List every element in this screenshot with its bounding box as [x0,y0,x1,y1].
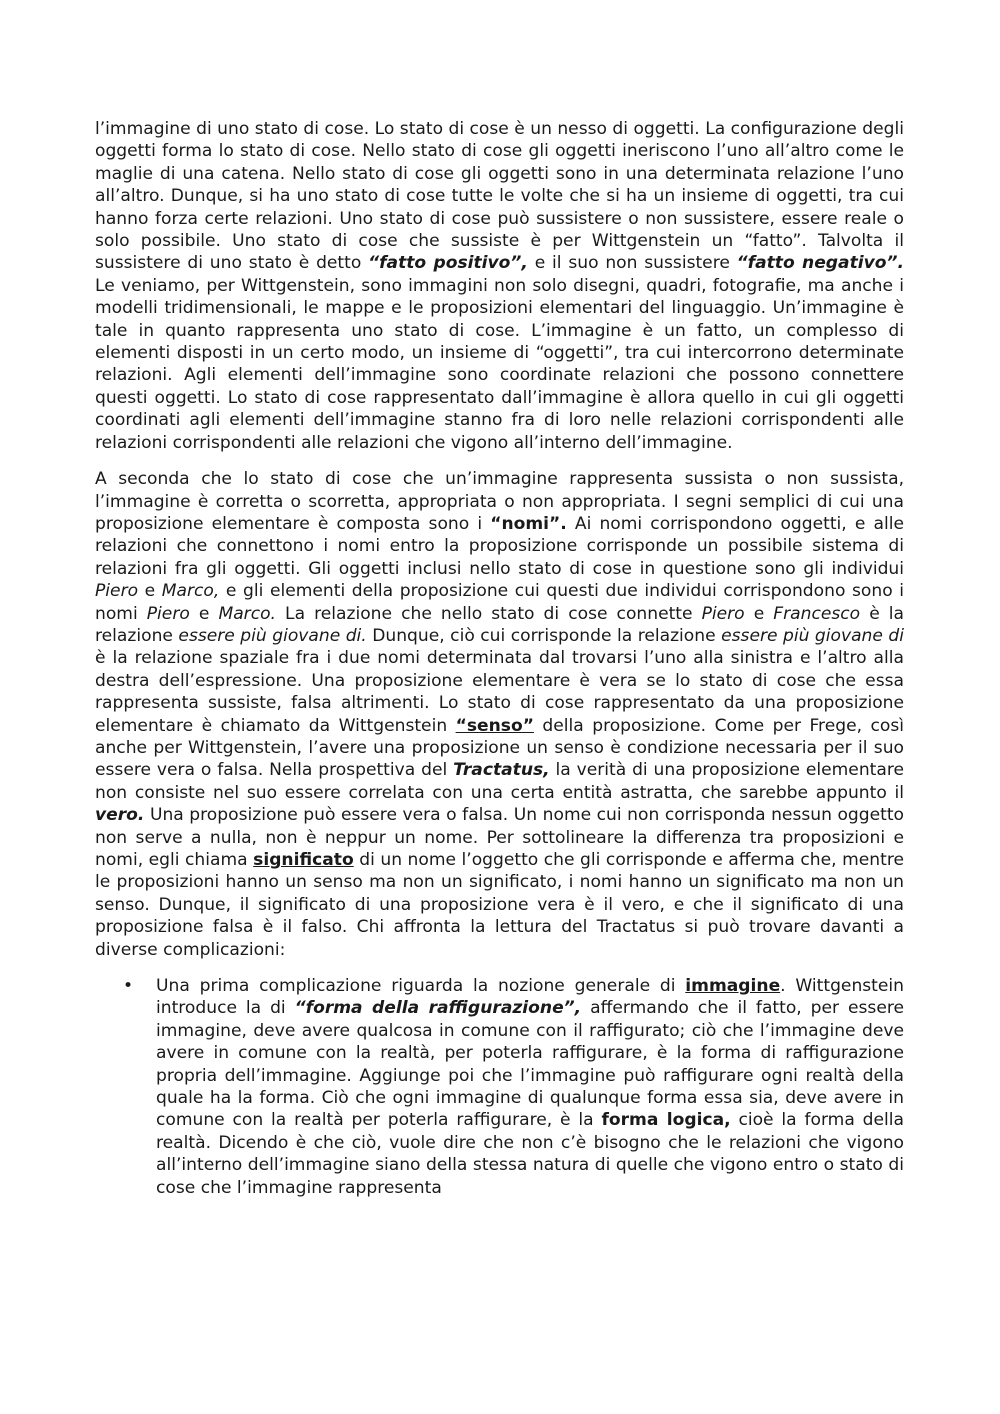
emphasis-text: Piero [701,603,745,624]
emphasis-text: immagine [685,976,781,997]
emphasis-text: “fatto negativo”. [736,253,904,274]
emphasis-text: Francesco [773,603,861,624]
text-run: e gli elementi della proposizione cui questi due individui corrispondono sono i nomi [95,581,904,624]
text-run: l’immagine di uno stato di cose. Lo stato di cose è un nesso di oggetti. La configurazione degli oggetti forma lo stato di cose. Nello stato di cose gli oggetti ineriscono l’uno all’altro come le maglie di una catena. Nello stato di cose gli oggetti sono in una determinata relazione l’uno all’altro. Dunque, si ha uno stato di cose tutte le volte che si ha un insieme di oggetti, tra cui hanno forza certe relazioni. Uno stato di cose può sussistere o non sussistere, essere reale o solo possibile. Uno stato di cose che sussiste è per Wittgenstein un “fatto”. Talvolta il sussistere di uno stato è detto [95,119,904,274]
emphasis-text: “senso” [455,715,534,736]
emphasis-text: “forma della raffigurazione”, [294,998,582,1019]
text-run: Dunque, ciò cui corrisponde la relazione [366,625,722,646]
text-run: della proposizione. Come per Frege, così anche per Wittgenstein, l’avere una proposizione un senso è condizione necessaria per il suo essere vera o falsa. Nella prospettiva del [95,715,904,781]
text-run: e [189,603,219,624]
text-run: e [744,603,774,624]
paragraph-1 [95,118,904,454]
text-run: di un nome l’oggetto che gli corrisponde e afferma che, mentre le proposizioni hanno un senso ma non un significato, i nomi hanno un significato ma non un senso. Dunque, il significato di una proposizione vera è il vero, e che il significato di una proposizione falsa è il falso. Chi affronta la lettura del Tractatus si può trovare davanti a diverse complicazioni: [95,850,904,960]
text-run: A seconda che lo stato di cose che un’immagine rappresenta sussista o non sussista, l’immagine è corretta o scorretta, appropriata o non appropriata. I segni semplici di cui una proposizione elementare è composta sono i [95,469,904,534]
bullet-list [95,975,904,1199]
emphasis-text: Marco, [161,581,220,602]
emphasis-text: forma logica, [601,1110,731,1131]
bullet-marker: • [123,976,134,997]
emphasis-text: vero. [95,805,145,826]
text-run: la verità di una proposizione elementare non consiste nel suo essere correlata con una certa entità astratta, che sarebbe appunto il [95,760,904,803]
text-run: La relazione che nello stato di cose connette [276,603,702,624]
text-run: Una proposizione può essere vera o falsa. Un nome cui non corrisponda nessun oggetto non serve a nulla, non è neppur un nome. Per sottolineare la differenza tra proposizioni e nomi, egli chiama [95,805,904,870]
text-run: Le veniamo, per Wittgenstein, sono immagini non solo disegni, quadri, fotografie, ma anche i modelli tridimensionali, le mappe e le proposizioni elementari del linguaggio. Un’immagine è tale in quanto rappresenta uno stato di cose. L’immagine è un fatto, un complesso di elementi disposti in un certo modo, un insieme di “oggetti”, tra cui intercorrono determinate relazioni. Agli elementi dell’immagine sono coordinate relazioni che possono connettere questi oggetti. Lo stato di cose rappresentato dall’immagine è allora quello in cui gli oggetti coordinati agli elementi dell’immagine stanno fra di loro nelle relazioni corrispondenti alle relazioni corrispondenti alle relazioni che vigono all’interno dell’immagine. [95,275,904,453]
text-run: affermando che il fatto, per essere immagine, deve avere qualcosa in comune con il raffigurato; ciò che l’immagine deve avere in comune con la realtà, per poterla raffigurare, è la forma di raffigurazione propria dell’immagine. Aggiunge poi che l’immagine può raffigurare ogni realtà della quale ha la forma. Ciò che ogni immagine di qualunque forma essa sia, deve avere in comune con la realtà per poterla raffigurare, è la [156,998,904,1131]
text-run: . Wittgenstein introduce la di [156,976,904,1019]
text-run: è la relazione spaziale fra i due nomi determinata dal trovarsi l’uno alla sinistra e l’altro alla destra dell’espressione. Una proposizione elementare è vera se lo stato di cose che essa rappresenta sussiste, falsa altrimenti. Lo stato di cose rappresentato da una proposizione elementare è chiamato da Wittgenstein [95,648,904,736]
list-item [95,975,904,1199]
document-page [95,118,904,1199]
emphasis-text: Tractatus, [453,760,550,781]
paragraph-2 [95,468,904,961]
text-run: e il suo non sussistere [527,253,737,274]
emphasis-text: essere più giovane di [721,625,904,646]
emphasis-text: Piero [95,581,139,602]
list-item-text [156,976,904,1198]
emphasis-text: Piero [146,603,190,624]
emphasis-text: essere più giovane di. [178,625,367,646]
emphasis-text: “nomi”. [490,513,567,534]
text-run: cioè la forma della realtà. Dicendo è che ciò, vuole dire che non c’è bisogno che le relazioni che vigono all’interno dell’immagine siano della stessa natura di quelle che vigono entro o stato di cose che l’immagine rappresenta [156,1110,904,1198]
emphasis-text: “fatto positivo”, [368,253,528,274]
emphasis-text: Marco. [218,603,276,624]
text-run: è la relazione [95,603,904,646]
text-run: Ai nomi corrispondono oggetti, e alle relazioni che connettono i nomi entro la proposizione corrisponde un possibile sistema di relazioni fra gli oggetti. Gli oggetti inclusi nello stato di cose in questione sono gli individui [95,513,904,579]
text-run: e [138,581,162,602]
emphasis-text: significato [253,850,354,870]
text-run: Una prima complicazione riguarda la nozione generale di [156,976,686,997]
